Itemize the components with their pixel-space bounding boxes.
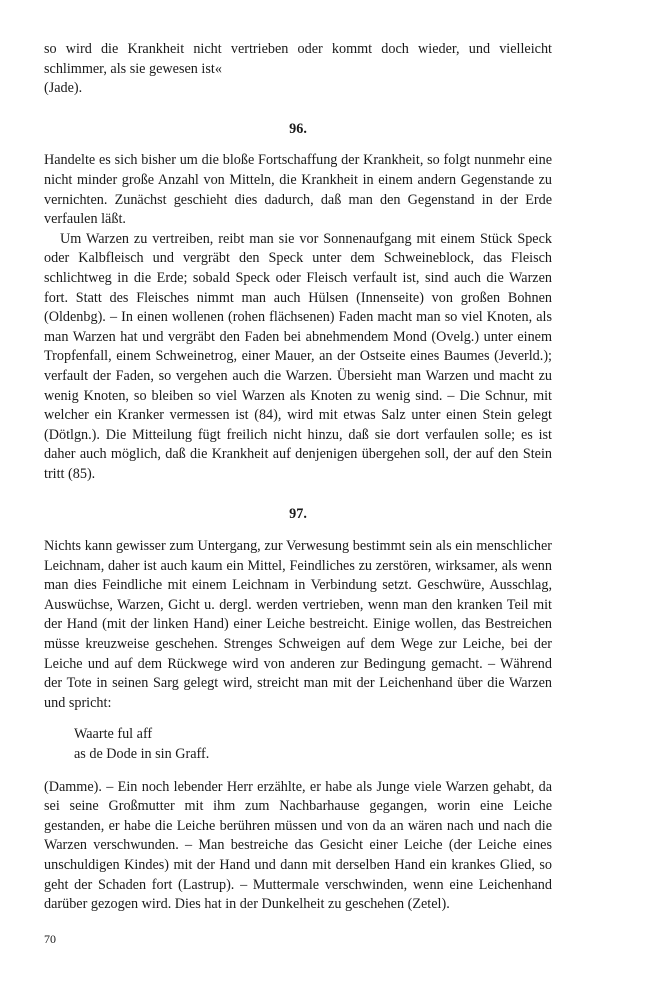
verse-line: as de Dode in sin Graff.: [74, 746, 210, 762]
section-96-paragraph-1: Handelte es sich bisher um die bloße Fortschaffung der Krankheit, so folgt nunmehr eine nicht minder große Anzahl von Mitteln, die Krankheit in einem andern Gegenstande zu vernichten. Zunächst geschieht dies dadurch, daß man den Gegenstand in der Erde verfaulen läßt.: [44, 152, 552, 228]
section-97-paragraph-2: (Damme). – Ein noch lebender Herr erzählte, er habe als Junge viele Warzen gehabt, da sei seine Großmutter mit ihm zum Nachbarhause gegangen, worin eine Leiche gestanden, er habe die Leiche berühren müssen und von da an wären nach und nach die Warzen verschwunden. – Man bestreiche das Gesicht einer Leiche (der Leiche eines unschuldigen Kindes) mit der Hand und dann mit derselben Hand ein krankes Glied, so geht der Schaden fort (Lastrup). – Muttermale verschwinden, wenn eine Leichenhand darüber gezogen wird. Dies hat in der Dunkelheit zu geschehen (Zetel).: [44, 778, 552, 913]
page-body: [44, 40, 552, 915]
page-number: 70: [44, 932, 56, 946]
section-97-heading: 97.: [289, 506, 307, 523]
intro-source: (Jade).: [44, 80, 83, 97]
section-96-heading: 96.: [289, 120, 307, 137]
section-96-paragraph-2: Um Warzen zu vertreiben, reibt man sie vor Sonnenaufgang mit einem Stück Speck oder Kalbfleisch und vergräbt den Speck unter dem Schweineblock, das Fleisch schlichtweg in die Erde; sobald Speck oder Fleisch verfault ist, sind auch die Warzen fort. Statt des Fleisches nimmt man auch Hülsen (Innenseite) von großen Bohnen (Oldenbg). – In einen wollenen (rohen flächsenen) Faden macht man so viel Knoten, als man Warzen hat und vergräbt den Faden bei abnehmendem Mond (Ovelg.) unter einem Tropfenfall, einem Schweinetrog, einer Mauer, an der Ostseite eines Baumes (Jeverld.); verfault der Faden, so vergehen auch die Warzen. Übersieht man Warzen und macht zu wenig Knoten, so bleiben so viel Warzen als Knoten zu wenig sind. – Die Schnur, mit welcher ein Kranker vermessen ist (84), wird mit etwas Salz unter einen Stein gelegt (Dötlgn.). Die Mitteilung fügt freilich nicht hinzu, daß sie dort verfaulen solle; es ist daher auch möglich, daß die Krankheit auf denjenigen übergehen soll, der auf den Stein tritt (85).: [44, 230, 552, 482]
intro-paragraph: so wird die Krankheit nicht vertrieben oder kommt doch wieder, und vielleicht schlimmer, als sie gewesen ist«: [44, 41, 552, 77]
verse-block: [74, 725, 552, 764]
section-97-paragraph-1: Nichts kann gewisser zum Untergang, zur Verwesung bestimmt sein als ein menschlicher Leichnam, daher ist auch kaum ein Mittel, Feindliches zu zerstören, wirksamer, als wenn man dies Feindliche mit einem Leichnam in Verbindung setzt. Geschwüre, Ausschlag, Auswüchse, Warzen, Gicht u. dergl. werden vertrieben, wenn man den kranken Teil mit der Hand (mit der linken Hand) einer Leiche bestreicht. Einige wollen, das Bestreichen müsse kreuzweise geschehen. Strenges Schweigen auf dem Wege zur Leiche, bei der Leiche und auf dem Rückwege wird von anderen zur Bedingung gemacht. – Während der Tote in seinen Sarg gelegt wird, streicht man mit der Leichenhand über die Warzen und spricht:: [44, 538, 552, 711]
verse-line: Waarte ful aff: [74, 726, 153, 743]
